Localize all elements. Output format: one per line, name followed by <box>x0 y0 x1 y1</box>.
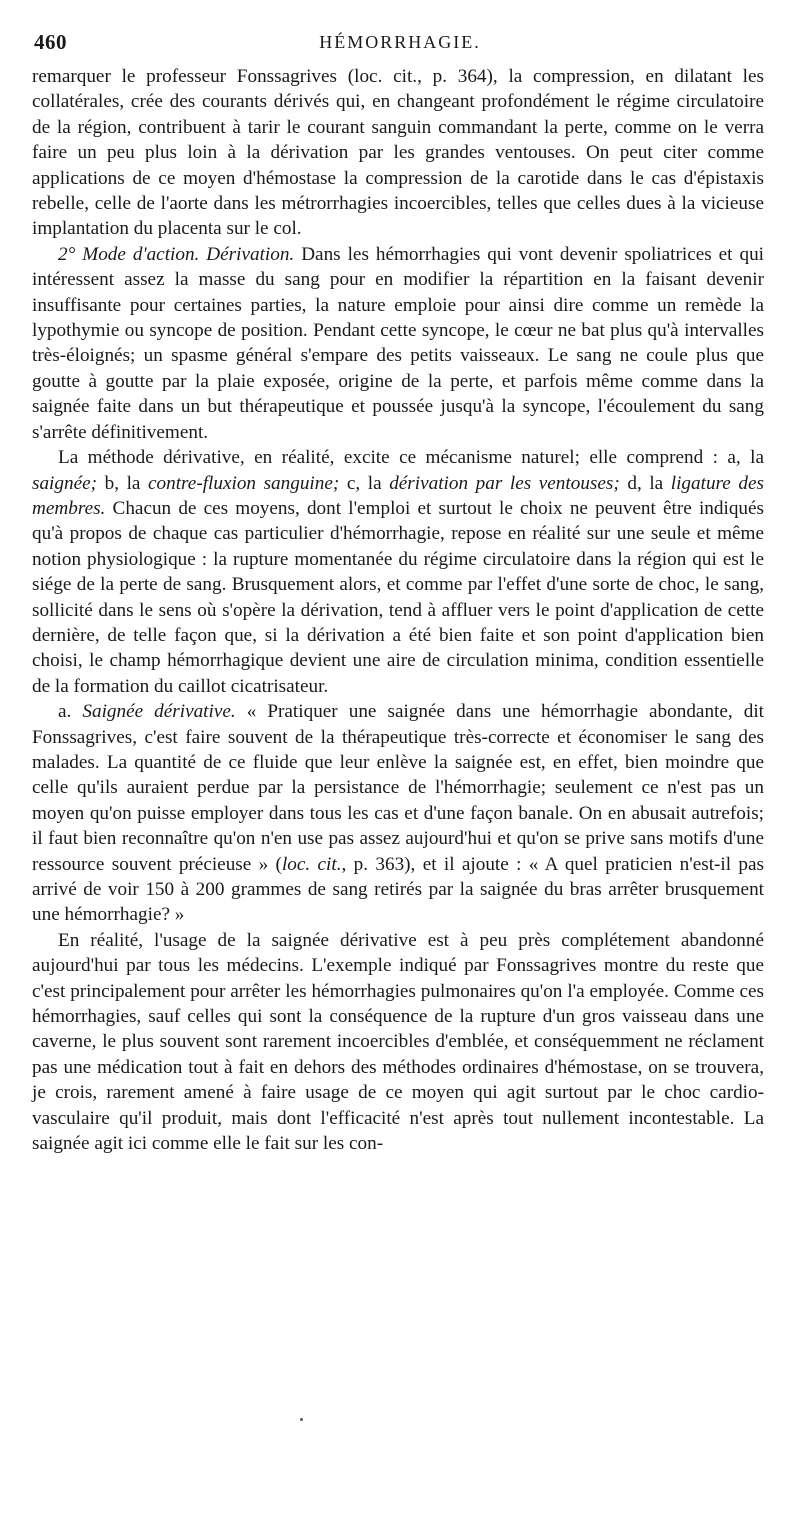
text-run: La méthode dérivative, en réalité, excite ce mécanisme naturel; elle comprend : a, la <box>58 447 764 469</box>
text-run: b, la <box>97 472 149 494</box>
paragraph-derivative-method <box>32 445 764 699</box>
section-heading-saignee-derivative: Saignée dérivative. <box>82 701 236 723</box>
page-header <box>32 30 768 60</box>
term-ligature: ligature des membres. <box>32 472 764 519</box>
term-saignee: saignée; <box>32 472 98 494</box>
page-number: 460 <box>34 30 67 54</box>
paragraph-compression: remarquer le professeur Fonssagrives (loc. cit., p. 364), la compression, en dilatant les collatérales, crée des courants dérivés qui, en changeant profondément le régime circulatoire de la région, contribuent à tarir le courant sanguin commandant la perte, comme on le verra faire un peu plus loin à la dérivation par les grandes ventouses. On peut citer comme applications de ce moyen d'hémostase la compression de la carotide dans le cas d'épistaxis rebelle, celle de l'aorte dans les métrorrhagies incoercibles, telles que celles dues à la vicieuse implantation du placenta sur le col. <box>32 66 764 240</box>
ink-speck <box>300 1418 303 1421</box>
body-text <box>32 64 764 1156</box>
text-run: a. <box>58 701 83 723</box>
paragraph-en-realite: En réalité, l'usage de la saignée dérivative est à peu près complétement abandonné aujourd'hui par tous les médecins. L'exemple indiqué par Fonssagrives montre du reste que c'est principalement pour arrêter les hémorrhagies pulmonaires qu'on l'a employée. Comme ces hémorrhagies, sauf celles qui sont la conséquence de la rupture d'un gros vaisseau dans une caverne, le plus souvent sont rarement incoercibles d'emblée, et conséquemment ne réclament pas une médication tout à fait en dehors des méthodes ordinaires d'hémostase, on se trouvera, je crois, rarement amené à faire usage de ce moyen qui agit surtout par le choc cardio-vasculaire qu'il produit, mais dont l'efficacité n'est après tout nullement incontestable. La saignée agit ici comme elle le fait sur les con- <box>32 929 764 1155</box>
text-run: « Pratiquer une saignée dans une hémorrhagie abondante, dit Fonssagrives, c'est faire souvent de la thérapeutique très-correcte et économiser le sang des malades. La quantité de ce fluide que leur enlève la saignée est, en effet, bien moindre que celle qu'ils auraient perdue par la persistance de l'hémorrhagie; seulement ce n'est pas un moyen qu'on puisse employer dans tous les cas et d'une façon banale. On en abusait autrefois; il faut bien reconnaître qu'on n'en use pas assez aujourd'hui et qu'on se prive sans motifs d'une ressource souvent précieuse » ( <box>32 701 764 875</box>
citation-loc-cit: loc. cit. <box>281 853 342 875</box>
term-contre-fluxion: contre-fluxion sanguine; <box>148 472 340 494</box>
text-run: c, la <box>339 472 390 494</box>
text-run: Chacun de ces moyens, dont l'emploi et surtout le choix ne peuvent être indiqués qu'à propos de chaque cas particulier d'hémorrhagie, repose en réalité sur une seule et même notion physiologique : la rupture momentanée du régime circulatoire dans la région qui est le siége de la perte de sang. Brusquement alors, et comme par l'effet d'une sorte de choc, le sang, sollicité dans le sens où s'opère la dérivation, tend à affluer vers le point d'application de cette dernière, de telle façon que, si la dérivation a été bien faite et son point d'application bien choisi, le champ hémorrhagique devient une aire de circulation minima, condition essentielle de la formation du caillot cicatrisateur. <box>32 497 764 697</box>
term-derivation-ventouses: dérivation par les ventouses; <box>389 472 620 494</box>
text-run: d, la <box>619 472 671 494</box>
section-heading-mode-action: 2° Mode d'action. Dérivation. <box>58 243 295 265</box>
paragraph-derivation-text: Dans les hémorrhagies qui vont devenir spoliatrices et qui intéressent assez la masse du sang pour en modifier la répartition en la faisant devenir insuffisante pour certaines parties, la nature emploie pour ainsi dire comme un remède la lypothymie ou syncope de position. Pendant cette syncope, le cœur ne bat plus qu'à intervalles très-éloignés; un spasme général s'empare des petits vaisseaux. Le sang ne coule plus que goutte à goutte par la plaie exposée, origine de la perte, et parfois même comme dans la saignée faite dans un but thérapeutique et poussée jusqu'à la syncope, l'écoulement du sang s'arrête définitivement. <box>32 243 764 443</box>
paragraph-derivation <box>32 242 764 445</box>
text-run: , p. 363), et il ajoute : « A quel praticien n'est-il pas arrivé de voir 150 à 200 grammes de sang retirés par la saignée du bras arrêter brusquement une hémorrhagie? » <box>32 853 764 926</box>
paragraph-saignee-derivative <box>32 699 764 928</box>
running-title: HÉMORRHAGIE. <box>319 32 481 52</box>
